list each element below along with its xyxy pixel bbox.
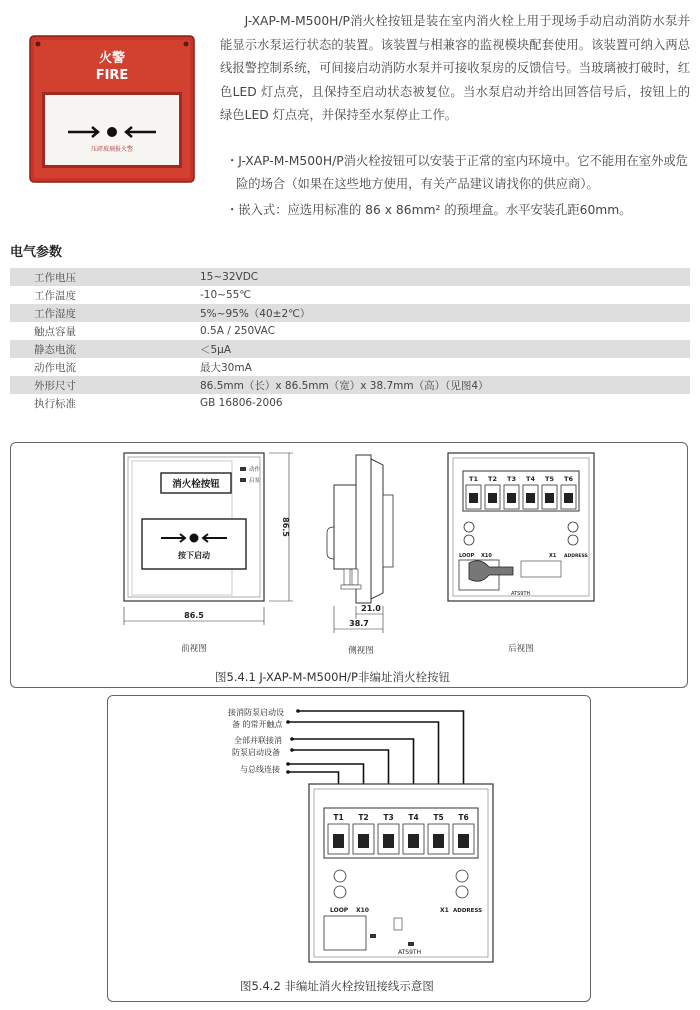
param-key: 外形尺寸 [10,376,200,394]
table-row [10,394,690,412]
intro-text [220,10,690,128]
bullet-indoor: ・J-XAP-M-M500H/P消火栓按钮可以安装于正常的室内环境中。它不能用在室外或危险的场合（如果在这些地方使用，有关产品建议请找你的供应商）。 [226,154,688,191]
wire-end-dot [290,737,294,741]
param-key: 动作电流 [34,361,76,374]
back-view-caption: 后视图 [508,644,534,654]
front-dim-width: 86.5 [184,611,204,620]
param-key: 触点容量 [34,325,76,338]
front-view-caption: 前视图 [181,644,207,654]
terminal-label: T3 [383,813,394,822]
terminal-label: T5 [545,475,554,483]
figure1-caption: 图5.4.1 J-XAP-M-M500H/P非编址消火栓按钮 [215,670,450,684]
table-row [10,322,690,340]
led-label-action: 动作 [249,467,261,473]
wiring-label-parallel-2: 防泵启动设备 [232,748,280,757]
table-row [10,358,690,376]
terminal-screw-icon [383,834,394,848]
terminal-screw-icon [333,834,344,848]
wiring-label-pump-2: 备 的常开触点 [232,720,283,729]
param-value: -10~55℃ [200,289,252,301]
wiring-loop: LOOP [330,907,349,914]
table-row [10,304,690,322]
figure2-caption: 图5.4.2 非编址消火栓按钮接线示意图 [240,979,434,993]
back-loop: LOOP [459,553,475,559]
button-dot-icon [107,127,117,137]
front-button-text: 按下启动 [178,551,210,560]
bullet-mounting: ・嵌入式：应选用标准的 86 x 86mm² 的预埋盒。水平安装孔距60mm。 [226,203,632,217]
terminal-screw-icon [458,834,469,848]
terminal-label: T2 [358,813,369,822]
params-table [10,268,690,412]
product-title-cn: 火警 [98,51,126,66]
side-dim-a: 21.0 [361,604,381,613]
side-view-caption: 侧视图 [348,646,374,656]
terminal-screw-icon [469,493,478,503]
terminal-screw-icon [488,493,497,503]
terminal-label: T2 [488,475,497,483]
table-row [10,340,690,358]
terminal-label: T6 [458,813,469,822]
wire-end-dot [290,748,294,752]
terminal-screw-icon [526,493,535,503]
param-value: ＜5μA [200,340,690,358]
param-value: 最大30mA [200,361,252,374]
section-title: 电气参数 [10,245,63,260]
terminal-screw-icon [507,493,516,503]
figure-views [10,442,688,688]
terminal-label: T6 [564,475,573,483]
param-value: 15~32VDC [200,268,690,286]
wire-end-dot [286,762,290,766]
wiring-label-bus: 与总线连接 [240,765,280,774]
product-title-en: FIRE [95,68,129,83]
back-x10: X10 [481,553,492,559]
terminal-label: T1 [333,813,344,822]
product-instruction: 压碎玻璃报火警 [90,146,134,153]
param-key: 静态电流 [10,340,200,358]
back-model: ATS9TH [511,591,531,597]
param-key: 工作电压 [10,268,200,286]
terminal-screw-icon [545,493,554,503]
side-view [327,455,393,656]
bullet-list [222,150,692,225]
terminal-screw-icon [564,493,573,503]
table-row [10,376,690,394]
back-address: ADDRESS [564,554,588,559]
intro-paragraph: J-XAP-M-M500H/P消火栓按钮是装在室内消火栓上用于现场手动启动消防水泵并能显示水泵运行状态的装置。该装置与相兼容的监视模块配套使用。该装置可纳入两总线报警控制系统，可间接启动消防水泵并可接收泵房的反馈信号。当玻璃被打破时，红色LED 灯点亮，且保持至启动状态被复位。当水泵启动并给出回答信号后，按钮上的绿色LED 灯点亮，并保持至水泵停止工作。 [220,14,690,122]
wiring-x10: X10 [356,907,369,914]
param-value: 5%~95%（40±2℃） [200,304,690,322]
wiring-address: ADDRESS [453,908,483,914]
screw-icon [36,42,41,47]
param-key: 执行标准 [34,397,76,410]
terminal-label: T1 [469,475,478,483]
terminal-label: T5 [433,813,444,822]
wiring-label-parallel-1: 全部并联接消 [234,736,282,745]
terminal-label: T4 [408,813,419,822]
table-row [10,286,690,304]
led-icon [240,478,246,482]
screw-icon [184,42,189,47]
back-x1: X1 [549,553,557,559]
led-icon [240,467,246,471]
wiring-label-pump-1: 接消防泵启动设 [228,708,284,717]
wiring-x1: X1 [440,907,449,914]
front-dim-height: 86.5 [281,517,290,537]
wire-end-dot [286,770,290,774]
button-dot-icon [190,534,199,543]
param-value: 86.5mm（长）x 86.5mm（宽）x 38.7mm（高）（见图4） [200,376,690,394]
back-view [448,453,594,654]
led-label-pump: 启泵 [249,478,261,484]
terminal-screw-icon [408,834,419,848]
param-key: 工作湿度 [10,304,200,322]
front-view [124,453,293,654]
wire-end-dot [296,709,300,713]
terminal-label: T3 [507,475,516,483]
terminal-screw-icon [358,834,369,848]
figure-wiring [107,695,591,1002]
param-value: GB 16806-2006 [200,397,283,409]
param-value: 0.5A / 250VAC [200,325,275,337]
wire-end-dot [286,720,290,724]
terminal-label: T4 [526,475,535,483]
terminal-screw-icon [433,834,444,848]
front-label-box: 消火栓按钮 [172,479,220,490]
table-row [10,268,690,286]
param-key: 工作温度 [34,289,76,302]
side-dim-b: 38.7 [349,619,369,628]
product-photo [28,34,196,184]
wiring-model: ATS9TH [398,949,422,956]
